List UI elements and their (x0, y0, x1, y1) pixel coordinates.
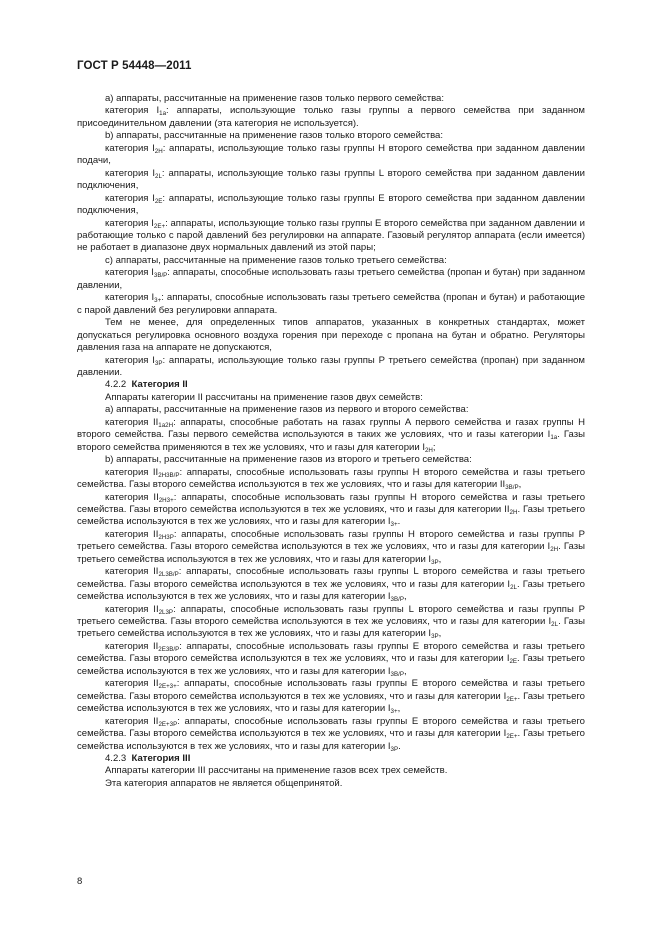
paragraph: категория $I_{3P}$: аппараты, использующие только газы группы P третьего семейства (пропан) при заданном давлении. (77, 354, 585, 378)
paragraph: a) аппараты, рассчитанные на применение газов из первого и второго семейства: (105, 404, 469, 416)
section-heading: 4.2.3 Категория III (105, 753, 191, 765)
paragraph: категория $II_{1a2H}$: аппараты, способные работать на газах группы A первого семейства и газах группы H второго семейства. Газы первого семейства используются в таких же условиях, что и газы категории $I_{1a}$. Газы второго семейства применяются в тех же условиях, что и газы для категории $I_{2H}$; (77, 416, 585, 454)
paragraph: категория $I_{1a}$: аппараты, использующие только газы группы а первого семейства при заданном присоединительном давлении (эта категория не используется). (77, 105, 585, 129)
paragraph: категория $I_{2L}$: аппараты, использующие только газы группы L второго семейства при заданном давлении подключения, (77, 167, 586, 192)
document-body (77, 93, 585, 790)
paragraph: категория $I_{3+}$: аппараты, способные использовать газы третьего семейства (пропан и бутан) и работающие с парой давлений без регулировки аппарата. (77, 292, 586, 316)
paragraph: Эта категория аппаратов не является общепринятой. (105, 777, 343, 789)
paragraph: категория $I_{3B/P}$: аппараты, способные использовать газы третьего семейства (пропан и бутан) при заданном давлении, (77, 267, 586, 291)
paragraph: категория $II_{2L3B/P}$: аппараты, способные использовать газы группы L второго семейства и газы третьего семейства. Газы второго семейства используются в тех же условиях, что и газы для категории $I_{2L}$. Газы третьего семейства используются в тех же условиях, что и газы для категории $I_{3B/P}$, (77, 566, 585, 604)
paragraph: a) аппараты, рассчитанные на применение газов только первого семейства: (105, 93, 445, 104)
paragraph: категория $II_{2H3+}$: аппараты, способные использовать газы группы H второго семейства и газы третьего семейства. Газы второго семейства используются в тех же условиях, что и газы для категории $II_{2H}$. Газы третьего семейства используются в тех же условиях, что и газы для категории $I_{3+}$. (77, 491, 586, 529)
paragraph: c) аппараты, рассчитанные на применение газов только третьего семейства: (105, 254, 447, 266)
paragraph: Аппараты категории III рассчитаны на применение газов всех трех семейств. (105, 765, 448, 777)
paragraph: категория $II_{2E3B/P}$: аппараты, способные использовать газы группы E второго семейства и газы третьего семейства. Газы второго семейства используются в тех же условиях, что и газы для категории $I_{2E}$. Газы третьего семейства используются в тех же условиях, что и газы для категории $I_{3B/P}$, (77, 640, 585, 678)
paragraph: b) аппараты, рассчитанные на применение газов из второго и третьего семейства: (105, 454, 472, 466)
section-heading: 4.2.2 Категория II (105, 379, 188, 391)
paragraph: категория $I_{2H}$: аппараты, использующие только газы группы H второго семейства при заданном давлении подачи, (77, 142, 586, 167)
paragraph: категория $II_{2E+3P}$: аппараты, способные использовать газы группы E второго семейства и газы третьего семейства. Газы второго семейства используются в тех же условиях, что и газы для категории $I_{2E+}$. Газы третьего семейства используются в тех же условиях, что и газы для категории $I_{3P}$. (77, 715, 585, 753)
paragraph: категория $I_{2E+}$: аппараты, использующие только газы группы E второго семейства при заданном давлении и работающие только с парой давлений без регулировки на аппарате. Газовый регулятор аппарата (если имеется) не работает в диапазоне двух нормальных давлений из этой пары; (77, 217, 585, 254)
paragraph: b) аппараты, рассчитанные на применение газов только второго семейства: (105, 130, 444, 142)
paragraph: категория $II_{2L3P}$: аппараты, способные использовать газы группы L второго семейства и газы группы P третьего семейства. Газы второго семейства используются в тех же условиях, что и газы для категории $I_{2L}$. Газы третьего семейства используются в тех же условиях, что и газы для категории $I_{3P}$, (77, 603, 586, 641)
paragraph: категория $II_{2H3P}$: аппараты, способные использовать газы группы H второго семейства и газы группы P третьего семейства. Газы второго семейства используются в тех же условиях, что и газы для категории $I_{2H}$. Газы третьего семейства используются в тех же условиях, что и газы для категории $I_{3P}$, (77, 528, 585, 566)
paragraph: категория $II_{2H3B/P}$: аппараты, способные использовать газы группы H второго семейства и газы третьего семейства. Газы второго семейства используются в тех же условиях, что и газы для категории $II_{3B/P}$, (77, 466, 586, 492)
paragraph: категория $II_{2E+3+}$: аппараты, способные использовать газы группы E второго семейства и газы третьего семейства. Газы второго семейства используются в тех же условиях, что и газы для категории $I_{2E+}$. Газы третьего семейства используются в тех же условиях, что и газы для категории $I_{3+}$, (77, 678, 585, 716)
paragraph: Аппараты категории II рассчитаны на применение газов двух семейств: (105, 391, 423, 403)
document-header: ГОСТ Р 54448—2011 (77, 60, 192, 72)
paragraph: Тем не менее, для определенных типов аппаратов, указанных в конкретных стандартах, может допускаться регулировка основного воздуха горения при переходе с пропана на бутан и обратно. Регуляторы давления газа на аппарате не допускаются, (77, 317, 585, 354)
page-number: 8 (77, 876, 83, 887)
paragraph: категория $I_{2E}$: аппараты, использующие только газы группы E второго семейства при заданном давлении подключения, (77, 192, 585, 217)
